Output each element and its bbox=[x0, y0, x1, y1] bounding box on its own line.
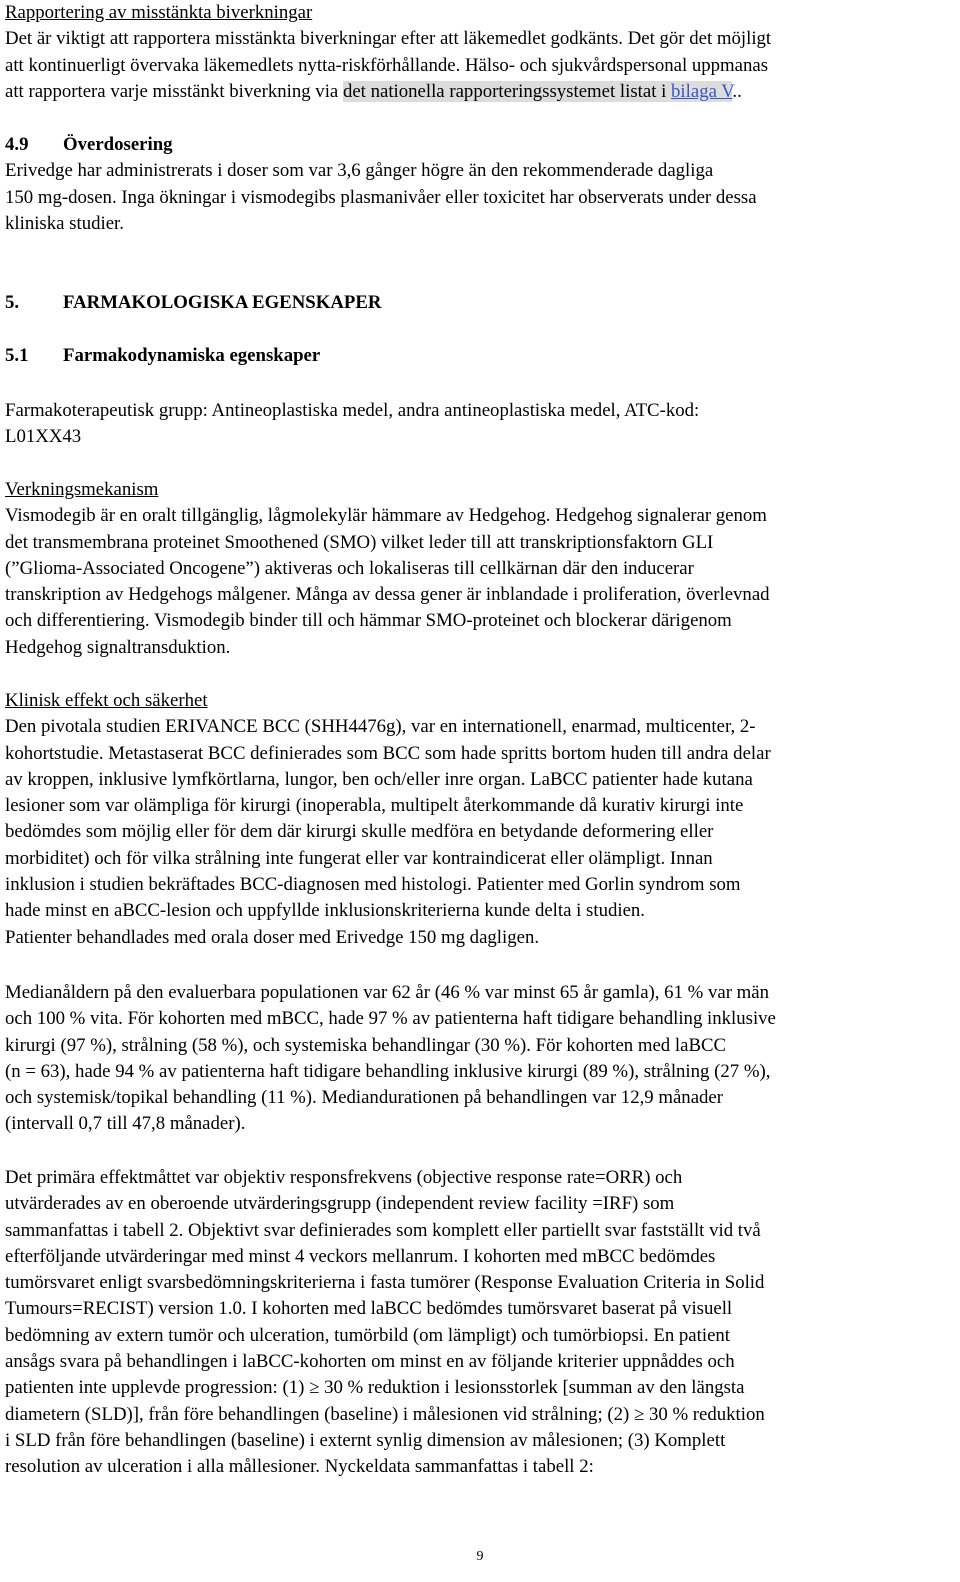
reporting-end: .. bbox=[732, 80, 742, 102]
section-number: 4.9 bbox=[5, 134, 29, 155]
endpoint-line: Det primära effektmåttet var objektiv responsfrekvens (objective response rate=ORR) och bbox=[5, 1167, 683, 1188]
endpoint-line: tumörsvaret enligt svarsbedömningskriterierna i fasta tumörer (Response Evaluation Criteria in Solid bbox=[5, 1272, 765, 1294]
reporting-section bbox=[5, 0, 771, 105]
overdose-line: Erivedge har administrerats i doser som var 3,6 gånger högre än den rekommenderade dagliga bbox=[5, 160, 714, 182]
reporting-line: Det är viktigt att rapportera misstänkta biverkningar efter att läkemedlet godkänts. Det gör det möjligt bbox=[5, 28, 772, 50]
efficacy-section bbox=[5, 688, 771, 951]
section-title: Överdosering bbox=[63, 134, 173, 155]
reporting-heading: Rapportering av misstänkta biverkningar bbox=[5, 2, 313, 23]
efficacy-line: Den pivotala studien ERIVANCE BCC (SHH4476g), var en internationell, enarmad, multicenter, 2- bbox=[5, 716, 756, 738]
demographics-line: och systemisk/topikal behandling (11 %). Mediandurationen på behandlingen var 12,9 månader bbox=[5, 1087, 724, 1109]
mechanism-line: det transmembrana proteinet Smoothened (SMO) vilket leder till att transkriptionsfaktorn GLI bbox=[5, 531, 714, 553]
mechanism-section bbox=[5, 477, 770, 661]
endpoint-paragraph bbox=[5, 1165, 765, 1481]
section-heading-4-9 bbox=[5, 132, 757, 158]
page-number: 9 bbox=[476, 1549, 484, 1564]
mechanism-heading: Verkningsmekanism bbox=[5, 479, 159, 500]
mechanism-line: (”Glioma-Associated Oncogene”) aktiveras och lokaliseras till cellkärnan där den inducerar bbox=[5, 557, 694, 579]
demographics-line: och 100 % vita. För kohorten med mBCC, hade 97 % av patienterna haft tidigare behandling inklusive bbox=[5, 1008, 776, 1030]
section-heading-5-1 bbox=[5, 343, 320, 369]
mechanism-line: transkription av Hedgehogs målgener. Många av dessa gener är inblandade i proliferation, överlevnad bbox=[5, 584, 770, 606]
efficacy-line: Patienter behandlades med orala doser med Erivedge 150 mg dagligen. bbox=[5, 926, 540, 948]
demographics-line: Medianåldern på den evaluerbara populationen var 62 år (46 % var minst 65 år gamla), 61 % var män bbox=[5, 982, 770, 1003]
endpoint-line: resolution av ulceration i alla mållesioner. Nyckeldata sammanfattas i tabell 2: bbox=[5, 1456, 594, 1478]
efficacy-line: av kroppen, inklusive lymfkörtlarna, lungor, ben och/eller inre organ. LaBCC patienter hade kutana bbox=[5, 768, 753, 790]
endpoint-line: Tumours=RECIST) version 1.0. I kohorten med laBCC bedömdes tumörsvaret baserat på visuell bbox=[5, 1298, 733, 1320]
endpoint-line: ansågs svara på behandlingen i laBCC-kohorten om minst en av följande kriterier uppnåddes och bbox=[5, 1351, 735, 1373]
pharmacotherapeutic-group bbox=[5, 398, 699, 451]
group-line: L01XX43 bbox=[5, 426, 82, 448]
endpoint-line: sammanfattas i tabell 2. Objektivt svar definierades som komplett eller partiellt svar fastställt vid två bbox=[5, 1219, 761, 1241]
reporting-text: att rapportera varje misstänkt biverkning via bbox=[5, 80, 343, 102]
mechanism-line: och differentiering. Vismodegib binder till och hämmar SMO-proteinet och blockerar därigenom bbox=[5, 610, 732, 632]
endpoint-line: efterföljande utvärderingar med minst 4 veckors mellanrum. I kohorten med mBCC bedömdes bbox=[5, 1245, 716, 1267]
section-heading-5 bbox=[5, 290, 381, 316]
reporting-highlight: det nationella rapporteringssystemet listat i bbox=[342, 80, 672, 102]
mechanism-line: Vismodegib är en oralt tillgänglig, lågmolekylär hämmare av Hedgehog. Hedgehog signalerar genom bbox=[5, 505, 767, 527]
efficacy-line: inklusion i studien bekräftades BCC-diagnosen med histologi. Patienter med Gorlin syndrom som bbox=[5, 874, 741, 896]
efficacy-heading: Klinisk effekt och säkerhet bbox=[5, 690, 208, 711]
efficacy-line: hade minst en aBCC-lesion och uppfyllde inklusionskriterierna kunde delta i studien. bbox=[5, 900, 646, 922]
endpoint-line: diametern (SLD)], från före behandlingen (baseline) i målesionen vid strålning; (2) ≥ 30 % reduktion bbox=[5, 1403, 765, 1425]
section-number: 5.1 bbox=[5, 345, 29, 366]
demographics-line: (n = 63), hade 94 % av patienterna haft tidigare behandling inklusive kirurgi (89 %), strålning (27 %), bbox=[5, 1060, 771, 1082]
endpoint-line: utvärderades av en oberoende utvärderingsgrupp (independent review facility =IRF) som bbox=[5, 1193, 675, 1215]
demographics-paragraph bbox=[5, 980, 776, 1138]
section-title: Farmakodynamiska egenskaper bbox=[63, 345, 321, 366]
efficacy-line: kohortstudie. Metastaserat BCC definierades som BCC som hade spritts bortom huden till andra delar bbox=[5, 742, 771, 764]
overdose-line: 150 mg-dosen. Inga ökningar i vismodegibs plasmanivåer eller toxicitet har observerats under dessa bbox=[5, 186, 757, 208]
section-number: 5. bbox=[5, 292, 20, 313]
endpoint-line: i SLD från före behandlingen (baseline) i externt synlig dimension av målesionen; (3) Komplett bbox=[5, 1429, 726, 1451]
mechanism-line: Hedgehog signaltransduktion. bbox=[5, 636, 231, 658]
section-title: FARMAKOLOGISKA EGENSKAPER bbox=[63, 292, 382, 313]
efficacy-line: bedömdes som möjlig eller för dem där kirurgi skulle medföra en betydande deformering eller bbox=[5, 821, 714, 843]
endpoint-line: patienten inte upplevde progression: (1) ≥ 30 % reduktion i lesionsstorlek [summan av den längsta bbox=[5, 1377, 745, 1399]
endpoint-line: bedömning av extern tumör och ulceration, tumörbild (om lämpligt) och tumörbiopsi. En patient bbox=[5, 1324, 731, 1346]
demographics-line: (intervall 0,7 till 47,8 månader). bbox=[5, 1113, 246, 1135]
overdose-line: kliniska studier. bbox=[5, 212, 124, 234]
annex-v-link[interactable]: bilaga V bbox=[671, 80, 733, 102]
demographics-line: kirurgi (97 %), strålning (58 %), och systemiska behandlingar (30 %). För kohorten med laBCC bbox=[5, 1034, 727, 1056]
reporting-line: att kontinuerligt övervaka läkemedlets nytta-riskförhållande. Hälso- och sjukvårdspersonal uppmanas bbox=[5, 54, 769, 76]
efficacy-line: lesioner som var olämpliga för kirurgi (inoperabla, multipelt återkommande då kurativ kirurgi inte bbox=[5, 795, 744, 817]
reporting-line bbox=[5, 79, 771, 105]
group-line: Farmakoterapeutisk grupp: Antineoplastiska medel, andra antineoplastiska medel, ATC-kod: bbox=[5, 400, 700, 421]
overdose-section bbox=[5, 132, 757, 237]
efficacy-line: morbiditet) och för vilka strålning inte fungerat eller var kontraindicerat eller olämpligt. Innan bbox=[5, 847, 713, 869]
